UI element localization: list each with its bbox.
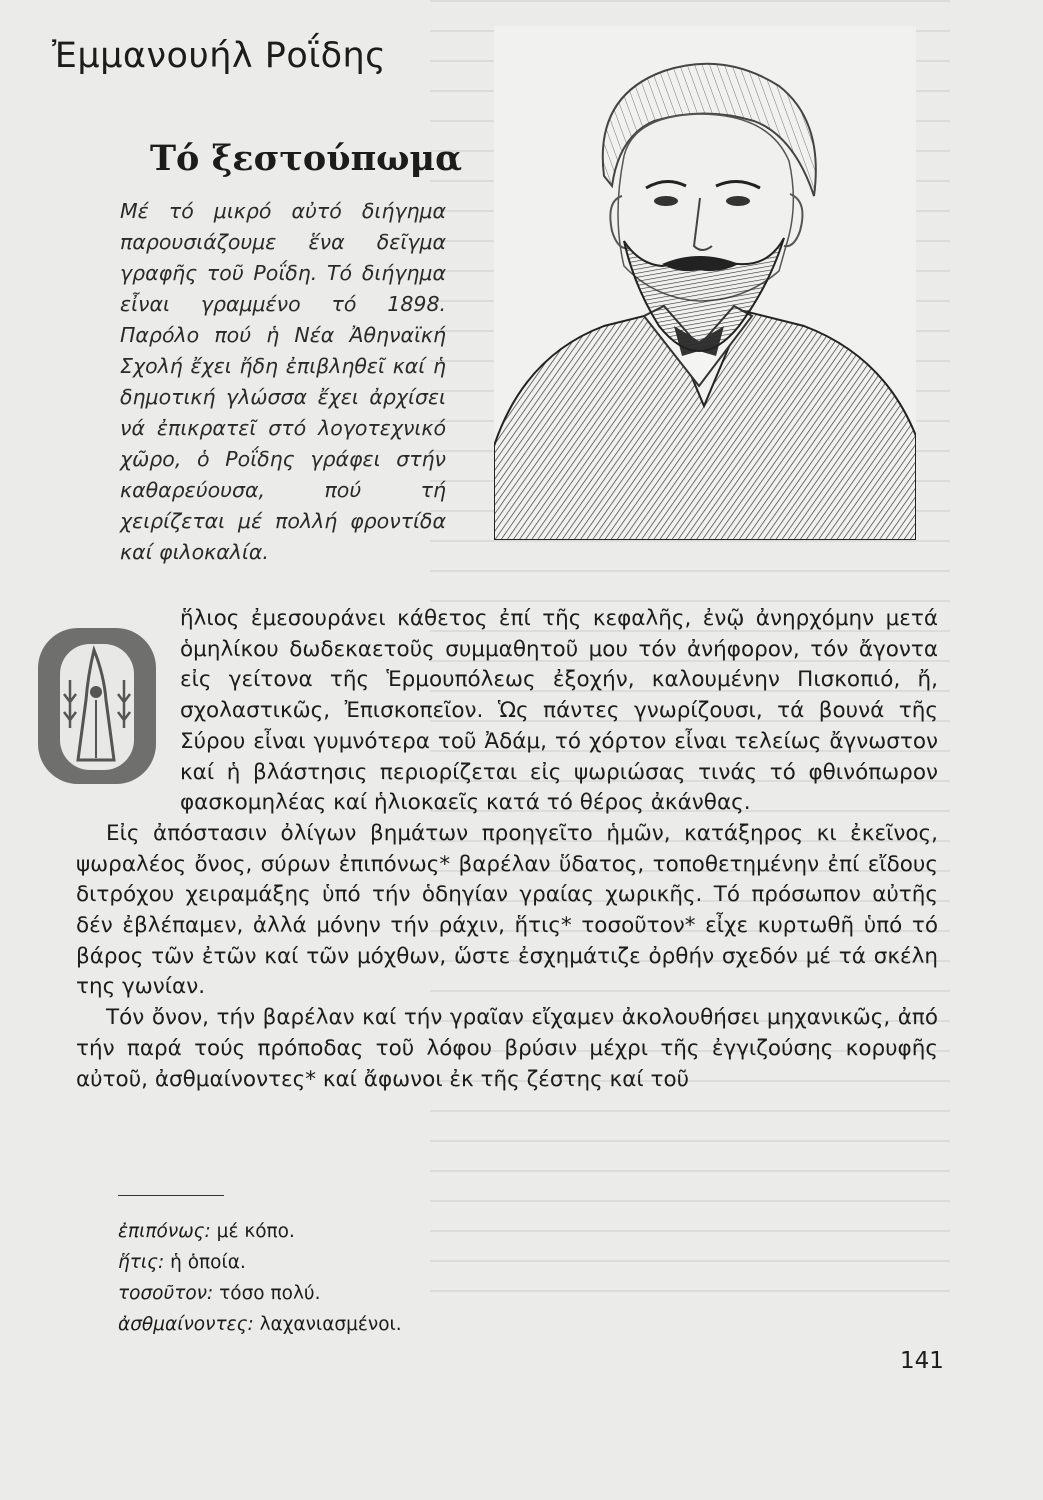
portrait-engraving <box>494 26 916 540</box>
footnote-definition: μέ κόπο. <box>216 1221 295 1242</box>
author-name: Ἐμμανουήλ Ροΐδης <box>52 36 387 76</box>
footnote-term: ἀσθμαίνοντες: <box>118 1314 254 1335</box>
footnote-divider <box>118 1195 224 1196</box>
story-text <box>76 604 938 1095</box>
paragraph-1: ἥλιος ἐμεσουράνει κάθετος ἐπί τῆς κεφαλῆς, ἐνῷ ἀνηρχόμην μετά ὁμηλίκου δωδεκαετοῦς συμμαθητοῦ μου τόν ἀνήφορον, τόν ἄγοντα εἰς γείτονα τῆς Ἑρμουπόλεως ἐξοχήν, καλουμένην Πισκοπιό, ἤ, σχολαστικῶς, Ἐπισκοπεῖον. Ὡς πάντες γνωρίζουσι, τά βουνά τῆς Σύρου εἶναι γυμνότερα τοῦ Ἀδάμ, τό χόρτον εἶναι τελείως ἄγνωστον καί ἡ βλάστησις περιορίζεται εἰς ψωριώσας τινάς τό φθινόπωρον φασκομηλέας καί ἡλιοκαεῖς κατά τό θέρος ἀκάνθας. <box>180 606 938 816</box>
footnote-definition: λαχανιασμένοι. <box>259 1314 402 1335</box>
footnote-term: ἥτις: <box>118 1252 165 1273</box>
footnote-item <box>118 1278 402 1309</box>
footnote-term: τοσοῦτον: <box>118 1283 214 1304</box>
footnote-definition: ἡ ὁποία. <box>170 1252 246 1273</box>
story-title: Τό ξεστούπωμα <box>150 138 463 179</box>
footnote-item <box>118 1216 402 1247</box>
author-portrait <box>494 26 916 540</box>
footnote-definition: τόσο πολύ. <box>219 1283 321 1304</box>
paragraph-2: Εἰς ἀπόστασιν ὀλίγων βημάτων προηγεῖτο ἡμῶν, κατάξηρος κι ἐκεῖνος, ψωραλέος ὄνος, σύρων ἐπιπόνως* βαρέλαν ὕδατος, τοποθετημένην ἐπί εἴδους διτρόχου χειραμάξης ὑπό τήν ὁδηγίαν γραίας χωρικῆς. Τό πρόσωπον αὐτῆς δέν ἐβλέπαμεν, ἀλλά μόνην τήν ράχιν, ἥτις* τοσοῦτον* εἶχε κυρτωθῆ ὑπό τό βάρος τῶν ἐτῶν καί τῶν μόχθων, ὥστε ἐσχημάτιζε ὀρθήν σχεδόν μέ τά σκέλη της γωνίαν. <box>76 820 938 1000</box>
page-number: 141 <box>900 1348 944 1374</box>
footnote-item <box>118 1309 402 1340</box>
footnotes <box>118 1216 402 1340</box>
paragraph-3: Τόν ὄνον, τήν βαρέλαν καί τήν γραῖαν εἴχαμεν ἀκολουθήσει μηχανικῶς, ἀπό τήν παρά τούς πρόποδας τοῦ λόφου βρύσιν μέχρι τῆς ἐγγιζούσης κορυφῆς αὐτοῦ, ἀσθμαίνοντες* καί ἄφωνοι ἐκ τῆς ζέστης καί τοῦ <box>76 1005 938 1092</box>
footnote-term: ἐπιπόνως: <box>118 1221 211 1242</box>
footnote-item <box>118 1247 402 1278</box>
intro-paragraph: Μέ τό μικρό αὐτό διήγημα παρουσιάζουμε ἕνα δεῖγμα γραφῆς τοῦ Ροΐδη. Τό διήγημα εἶναι γραμμένο τό 1898. Παρόλο πού ἡ Νέα Ἀθηναϊκή Σχολή ἔχει ἤδη ἐπιβληθεῖ καί ἡ δημοτική γλώσσα ἔχει ἀρχίσει νά ἐπικρατεῖ στό λογοτεχνικό χῶρο, ὁ Ροΐδης γράφει στήν καθαρεύουσα, πού τή χειρίζεται μέ πολλή φροντίδα καί φιλοκαλία. <box>120 199 446 564</box>
